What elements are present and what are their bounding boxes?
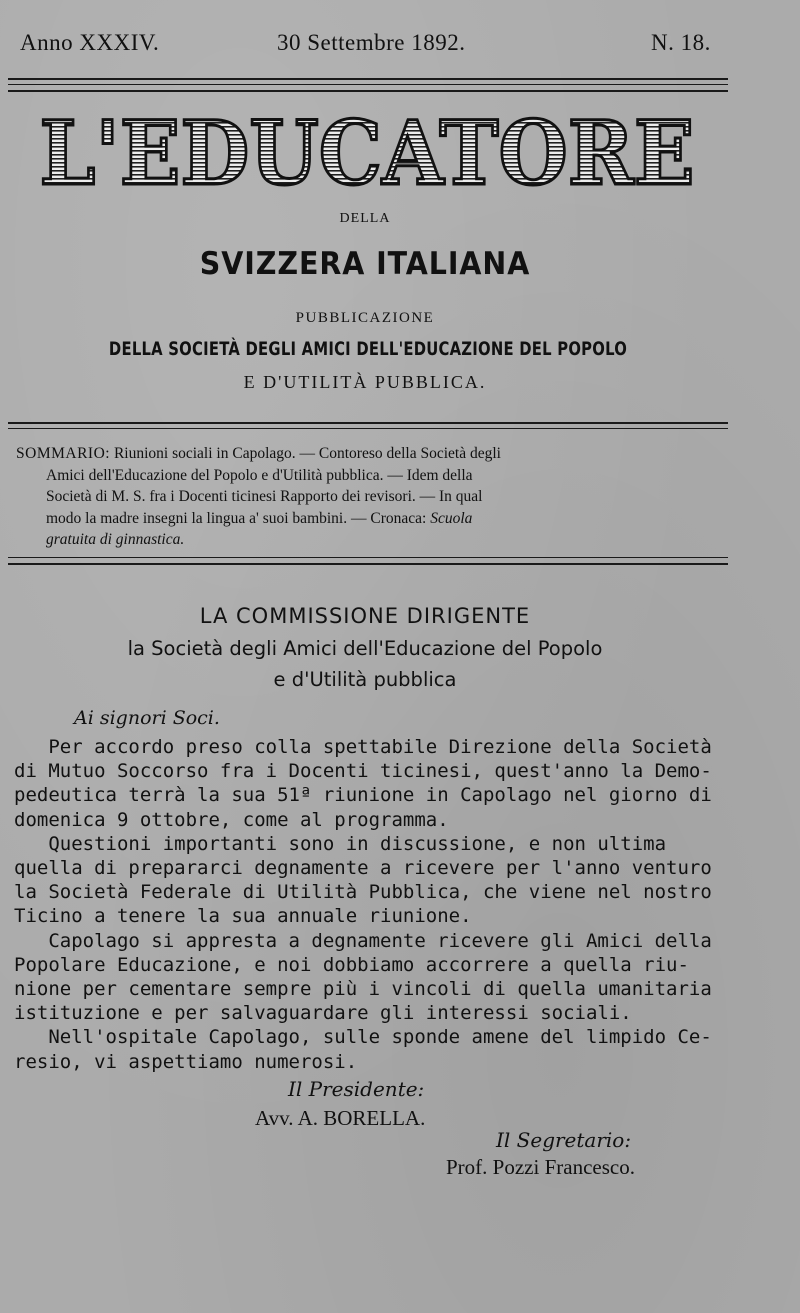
segretario-name: Prof. Pozzi Francesco. (446, 1155, 635, 1179)
body-rule (8, 563, 728, 565)
summary-line-3: Società di M. S. fra i Docenti ticinesi Rapporto dei revisori. — In qual (46, 488, 483, 505)
summary-label: SOMMARIO: (16, 445, 111, 462)
journal-title-graphic (35, 102, 700, 202)
header-rule-top (8, 78, 728, 80)
header-rule-thin (8, 84, 728, 85)
letter-line: Per accordo preso colla spettabile Direzione della Società (14, 736, 712, 758)
letter-line: istituzione e per salvaguardare gli interessi sociali. (14, 1002, 632, 1025)
commission-subtitle-1: la Società degli Amici dell'Educazione del Popolo (127, 637, 603, 660)
letter-line: di Mutuo Soccorso fra i Docenti ticinesi, quest'anno la Demo- (14, 760, 712, 783)
summary-italic-2: gratuita di ginnastica. (46, 531, 185, 548)
societa-line: DELLA SOCIETÀ DEGLI AMICI DELL'EDUCAZIONE DEL POPOLO (108, 338, 628, 360)
summary-line-4: modo la madre insegni la lingua a' suoi bambini. — Cronaca: (46, 509, 427, 527)
issue-number: N. 18. (651, 30, 711, 55)
journal-title (35, 102, 700, 202)
commission-title: LA COMMISSIONE DIRIGENTE (199, 604, 531, 628)
letter-line: la Società Federale di Utilità Pubblica, che viene nel nostro (14, 881, 712, 904)
title-subtitle: SVIZZERA ITALIANA (199, 246, 531, 282)
letter-line: pedeutica terrà la sua 51ª riunione in Capolago nel giorno di (14, 784, 712, 807)
journal-title-text: L'EDUCATORE (39, 102, 695, 202)
issue-date: 30 Settembre 1892. (277, 30, 466, 55)
salutation: Ai signori Soci. (74, 707, 220, 729)
letter-line: domenica 9 ottobre, come al programma. (14, 808, 449, 831)
issue-year: Anno XXXIV. (20, 30, 160, 55)
letter-line: Questioni importanti sono in discussione, e non ultima (14, 832, 667, 855)
letter-line: quella di prepararci degnamente a ricevere per l'anno venturo (14, 857, 712, 880)
sommario-rule-thin (8, 428, 728, 429)
pubblicazione-label: PUBBLICAZIONE (295, 310, 435, 326)
letter-line: Nell'ospitale Capolago, sulle sponde amene del limpido Ce- (14, 1026, 712, 1049)
letter-line: Popolare Educazione, e noi dobbiamo accorrere a quella riu- (14, 953, 689, 976)
letter-line: Ticino a tenere la sua annuale riunione. (14, 905, 472, 928)
letter-line: nione per cementare sempre più i vincoli di quella umanitaria (14, 978, 712, 1001)
summary-block (16, 443, 716, 551)
presidente-name: Avv. A. BORELLA. (255, 1106, 426, 1130)
commission-subtitle-2: e d'Utilità pubblica (273, 668, 457, 691)
sommario-rule-top (8, 422, 728, 424)
presidente-label: Il Presidente: (288, 1077, 425, 1101)
letter-body (14, 735, 714, 1074)
letter-line: Capolago si appresta a degnamente ricevere gli Amici della (14, 929, 712, 952)
summary-line-1: Riunioni sociali in Capolago. — Contoreso della Società degli (113, 445, 501, 462)
summary-line-2: Amici dell'Educazione del Popolo e d'Utilità pubblica. — Idem della (46, 466, 473, 484)
letter-line: resio, vi aspettiamo numerosi. (14, 1050, 358, 1073)
title-della: DELLA (339, 211, 391, 226)
summary-italic-1: Scuola (430, 509, 473, 527)
segretario-label: Il Segretario: (496, 1128, 632, 1152)
utilita-line: E D'UTILITÀ PUBBLICA. (243, 372, 487, 392)
body-rule-thin (8, 557, 728, 558)
header-rule-bottom (8, 90, 728, 92)
